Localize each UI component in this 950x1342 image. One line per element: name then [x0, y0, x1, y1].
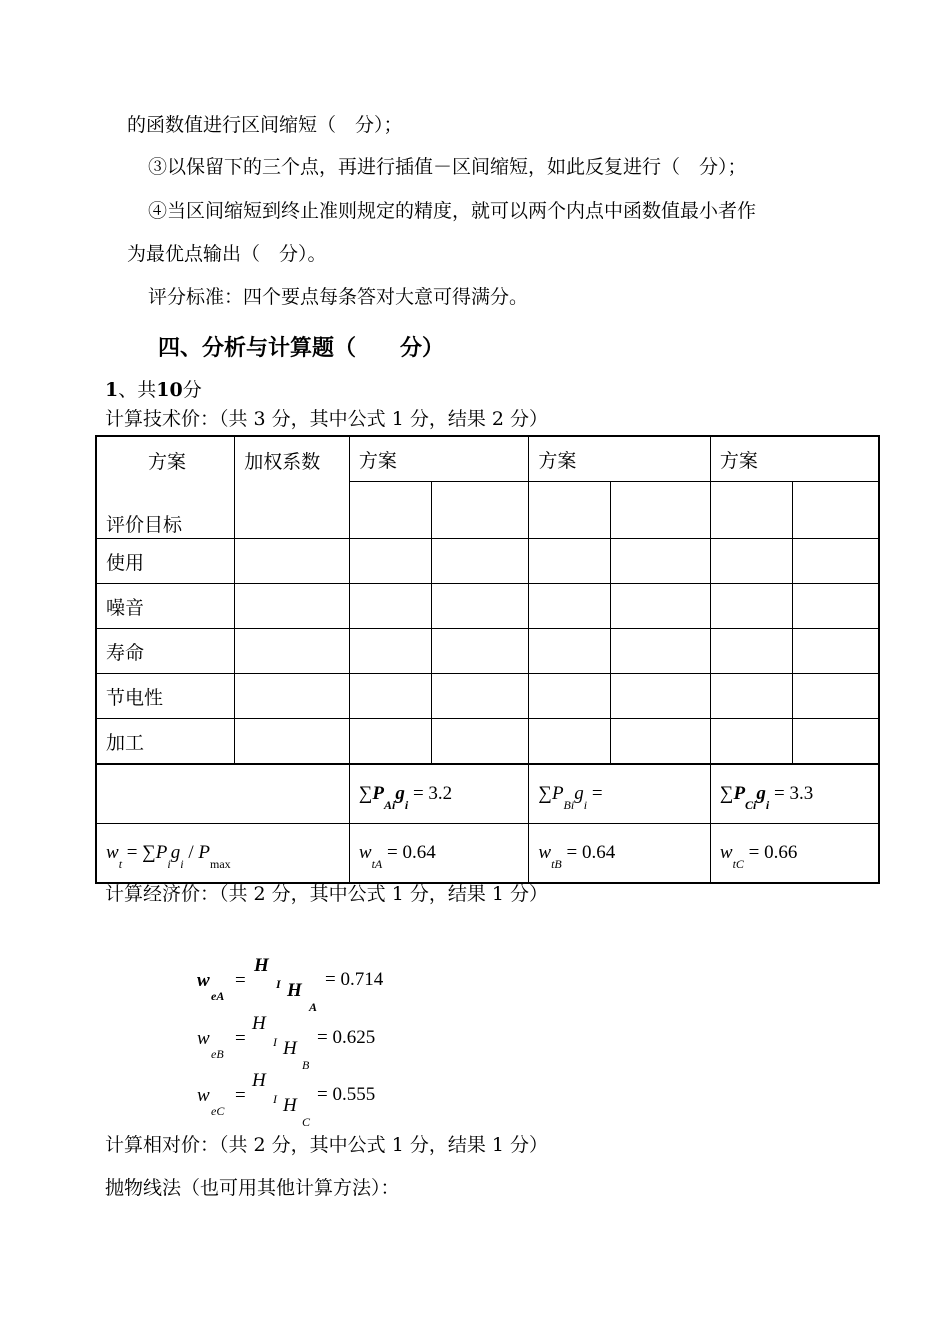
corner-scheme-label: 方案: [148, 451, 187, 473]
wt-a-value: = 0.64: [386, 842, 436, 863]
sum-b-value: =: [591, 783, 603, 804]
econ-eq-a: w eA = H I H A = 0.714: [197, 955, 384, 1014]
question-number: 1: [105, 379, 119, 401]
grading-criteria: 评分标准：四个要点每条答对大意可得满分。: [148, 286, 529, 308]
empty-cell: [431, 482, 529, 539]
weight-header: 加权系数: [235, 436, 350, 539]
econ-c-value: = 0.555: [317, 1084, 376, 1105]
wt-a-cell: $w_{tA} = 0.64$: [349, 824, 529, 884]
table-corner-cell: [96, 436, 235, 539]
text-line-2: ③以保留下的三个点，再进行插值－区间缩短，如此反复进行（ 分）；: [148, 156, 747, 178]
empty-cell: [96, 764, 349, 824]
row-label: 寿命: [96, 629, 235, 674]
table-row: [96, 674, 879, 719]
text-line-3: ④当区间缩短到终止准则规定的精度，就可以两个内点中函数值最小者作: [148, 200, 757, 222]
question-title-end: 分: [182, 379, 202, 401]
question-points: 10: [156, 379, 183, 401]
text-line-4: 为最优点输出（ 分）。: [127, 243, 327, 265]
scheme-header-b: 方案: [529, 436, 711, 482]
sum-c-cell: $\sum P_{Ci}g_i = 3.3$: [710, 764, 879, 824]
row-label: 加工: [96, 719, 235, 765]
question-title-mid: 、共: [118, 379, 157, 401]
row-label: 噪音: [96, 584, 235, 629]
corner-target-label: 评价目标: [106, 514, 183, 536]
wt-b-value: = 0.64: [566, 842, 616, 863]
tech-value-row: [96, 824, 879, 884]
table-row: [96, 719, 879, 765]
econ-value-note: 计算经济价：（共 2 分，其中公式 1 分，结果 1 分）: [105, 883, 549, 905]
wt-c-cell: $w_{tC} = 0.66$: [710, 824, 879, 884]
sum-a-cell: $\sum P_{Ai}g_i = 3.2$: [349, 764, 529, 824]
wt-b-cell: $w_{tB} = 0.64$: [529, 824, 711, 884]
relative-value-note: 计算相对价：（共 2 分，其中公式 1 分，结果 1 分）: [105, 1134, 549, 1156]
scheme-header-c: 方案: [710, 436, 879, 482]
wt-c-value: = 0.66: [748, 842, 798, 863]
parabola-method-note: 抛物线法（也可用其他计算方法）：: [105, 1177, 400, 1199]
econ-eq-b: w eB = H I H B = 0.625: [197, 1013, 376, 1072]
wt-formula-eq: = ∑: [126, 842, 156, 863]
text-line-1: 的函数值进行区间缩短（ 分）；: [127, 114, 403, 136]
econ-a-value: = 0.714: [325, 969, 384, 990]
empty-cell: [710, 482, 792, 539]
scheme-header-a: 方案: [349, 436, 529, 482]
econ-eq-c: w eC = H I H C = 0.555: [197, 1070, 376, 1129]
table-row: [96, 539, 879, 584]
empty-cell: [349, 482, 431, 539]
sum-row: [96, 764, 879, 824]
row-label: 节电性: [96, 674, 235, 719]
empty-cell: [792, 482, 879, 539]
sum-b-cell: $\sum P_{Bi}g_i$ =: [529, 764, 711, 824]
econ-b-value: = 0.625: [317, 1027, 376, 1048]
sum-a-value: = 3.2: [412, 783, 453, 804]
question-1-title: [105, 381, 202, 400]
empty-cell: [611, 482, 711, 539]
tech-value-note: 计算技术价：（共 3 分，其中公式 1 分，结果 2 分）: [105, 408, 549, 430]
sum-c-value: = 3.3: [773, 783, 814, 804]
table-row: [96, 584, 879, 629]
section-heading: 四、分析与计算题（ 分）: [158, 335, 445, 361]
wt-formula-cell: $w_t = \sum P_ig_i / P_{max}$: [96, 824, 349, 884]
table-row: [96, 629, 879, 674]
evaluation-table: [95, 435, 880, 884]
empty-cell: [529, 482, 611, 539]
row-label: 使用: [96, 539, 235, 584]
